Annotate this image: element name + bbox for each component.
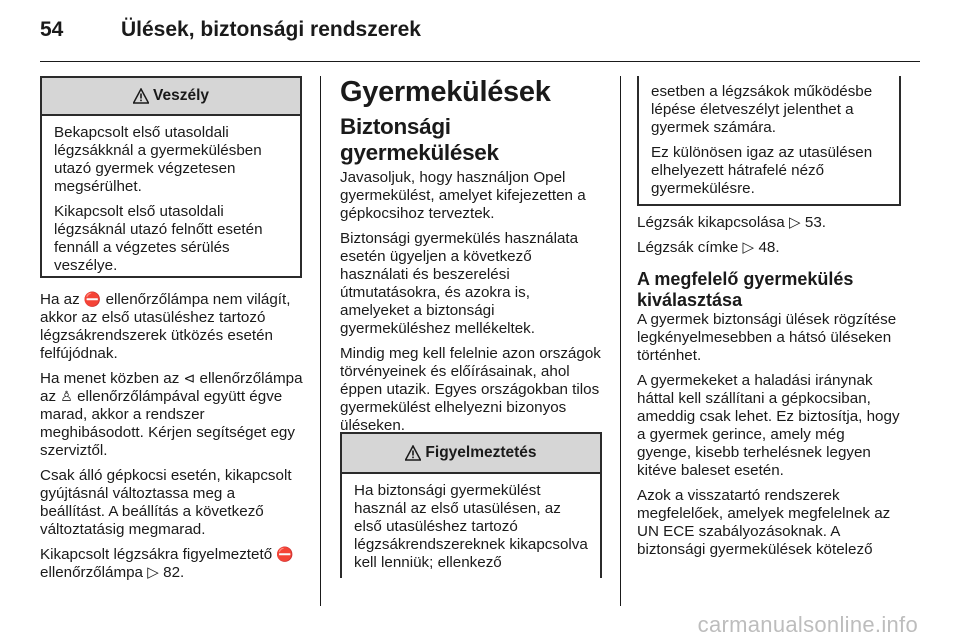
airbag-off-indicator-icon: ⛔ [83,291,102,307]
right-paragraph-2: A gyermekeket a haladási iránynak háttal kell szállítani a gépkocsiban, ameddig csak lehet. Ez biztosítja, hogy a gyermek gerince, amely még gyenge, kisebb terhelésnek legyen kitéve baleset esetén. [637,372,900,479]
warning-box-title: Figyelmeztetés [425,444,537,461]
warning-cont-paragraph-2: Ez különösen igaz az utasülésen elhelyezett hátrafelé néző gyermekülésre. [651,144,873,197]
ref1-page-link[interactable]: 53. [804,214,827,231]
left-paragraph-4 [40,546,304,582]
warning-box [340,432,602,578]
left-p2-end: ellenőrzőlámpával együtt égve marad, akkor a rendszer meghibásodott. Kérjen segítséget egy szerviztől. [40,388,295,459]
left-column-text [40,291,304,589]
warning-triangle-icon [133,88,149,104]
warning-box-continued-body [639,76,899,213]
left-p4-start: Kikapcsolt légzsákra figyelmeztető [40,546,273,563]
watermark: carmanualsonline.info [697,612,918,637]
middle-column-text [340,76,602,442]
danger-box-title: Veszély [152,87,210,104]
left-p4-ref[interactable]: 82. [163,564,185,581]
warning-box-continued [637,76,901,206]
middle-paragraph-2: Biztonsági gyermekülés használata esetén ügyeljen a következő használati és beszerelési útmutatásokra, és azokra is, amelyeket a biztonsági gyermeküléshez mellékeltek. [340,230,579,337]
warning-cont-paragraph-1: esetben a légzsákok működésbe lépése életveszélyt jelenthet a gyermek számára. [651,83,873,136]
reference-airbag-label [637,239,901,257]
warning-box-header [342,434,600,474]
right-paragraph-3: Azok a visszatartó rendszerek megfelelőek, amelyek megfelelnek az UN ECE szabályozásoknak. A biztonsági gyermekülések kötelező [637,487,891,558]
left-p4-mid: ellenőrzőlámpa [40,564,143,581]
seatbelt-indicator-icon: ♙ [60,388,73,404]
danger-box-body [42,116,300,290]
ref1-text: Légzsák kikapcsolása [637,214,785,231]
page-header [40,18,920,46]
page-number: 54 [40,18,64,41]
ref2-text: Légzsák címke [637,239,739,256]
page-reference-arrow-icon: ▷ [147,564,159,581]
ref2-page-link[interactable]: 48. [758,239,780,256]
page-reference-arrow-icon: ▷ [788,214,801,231]
right-paragraph-1: A gyermek biztonsági ülések rögzítése legkényelmesebben a hátsó üléseken történhet. [637,311,897,364]
page-reference-arrow-icon: ▷ [742,239,755,256]
middle-paragraph-1: Javasoljuk, hogy használjon Opel gyermekülést, amelyet kifejezetten a gépkocsihoz terveztek. [340,169,586,222]
left-paragraph-2 [40,370,304,460]
warning-triangle-icon [405,445,421,461]
column-divider-right [620,76,621,606]
middle-paragraph-3: Mindig meg kell felelnie azon országok törvényeinek és előírásainak, ahol éppen utazik. Egyes országokban tilos gyermekülést elhelyezni bizonyos üléseken. [340,345,601,434]
left-p2-start: Ha menet közben az [40,370,180,387]
left-p1-start: Ha az [40,291,80,308]
left-paragraph-3: Csak álló gépkocsi esetén, kikapcsolt gyújtásnál változtassa meg a beállítást. A beállítás a következő változtatásig megmarad. [40,467,292,538]
warning-paragraph-1: Ha biztonsági gyermekülést használ az első utasülésen, az első utasüléshez tartozó légzsákrendszereknek kikapcsolva kell lenniük; ellenkező [354,482,588,571]
column-divider-left [320,76,321,606]
airbag-off-indicator-icon: ⛔ [276,546,294,562]
header-rule [40,61,920,62]
heading-child-seat-selection: A megfelelő gyermekülés kiválasztása [637,269,854,310]
danger-box [40,76,302,278]
heading-biztonsagi-gyermekulesek: Biztonsági gyermekülések [340,114,499,165]
danger-paragraph-1: Bekapcsolt első utasoldali légzsákknál a gyermekülésben utazó gyermek végzetesen megsérülhet. [54,124,262,195]
danger-paragraph-2: Kikapcsolt első utasoldali légzsáknál utazó felnőtt esetén fennáll a végzetes sérülés veszélye. [54,203,263,274]
danger-box-header [42,78,300,116]
airbag-indicator-icon: ⊲ [183,370,196,386]
right-column-text [637,214,901,566]
left-paragraph-1 [40,291,304,363]
reference-airbag-deactivation [637,214,901,232]
heading-gyermekulesek: Gyermekülések [340,76,551,108]
left-p2-mid: ellenőrzőlámpa az [40,370,303,405]
warning-box-body [342,474,600,587]
section-title: Ülések, biztonsági rendszerek [121,18,421,41]
left-p1-end: ellenőrzőlámpa nem világít, akkor az első utasüléshez tartozó légzsákrendszerek ütközés esetén felfújódnak. [40,291,291,362]
